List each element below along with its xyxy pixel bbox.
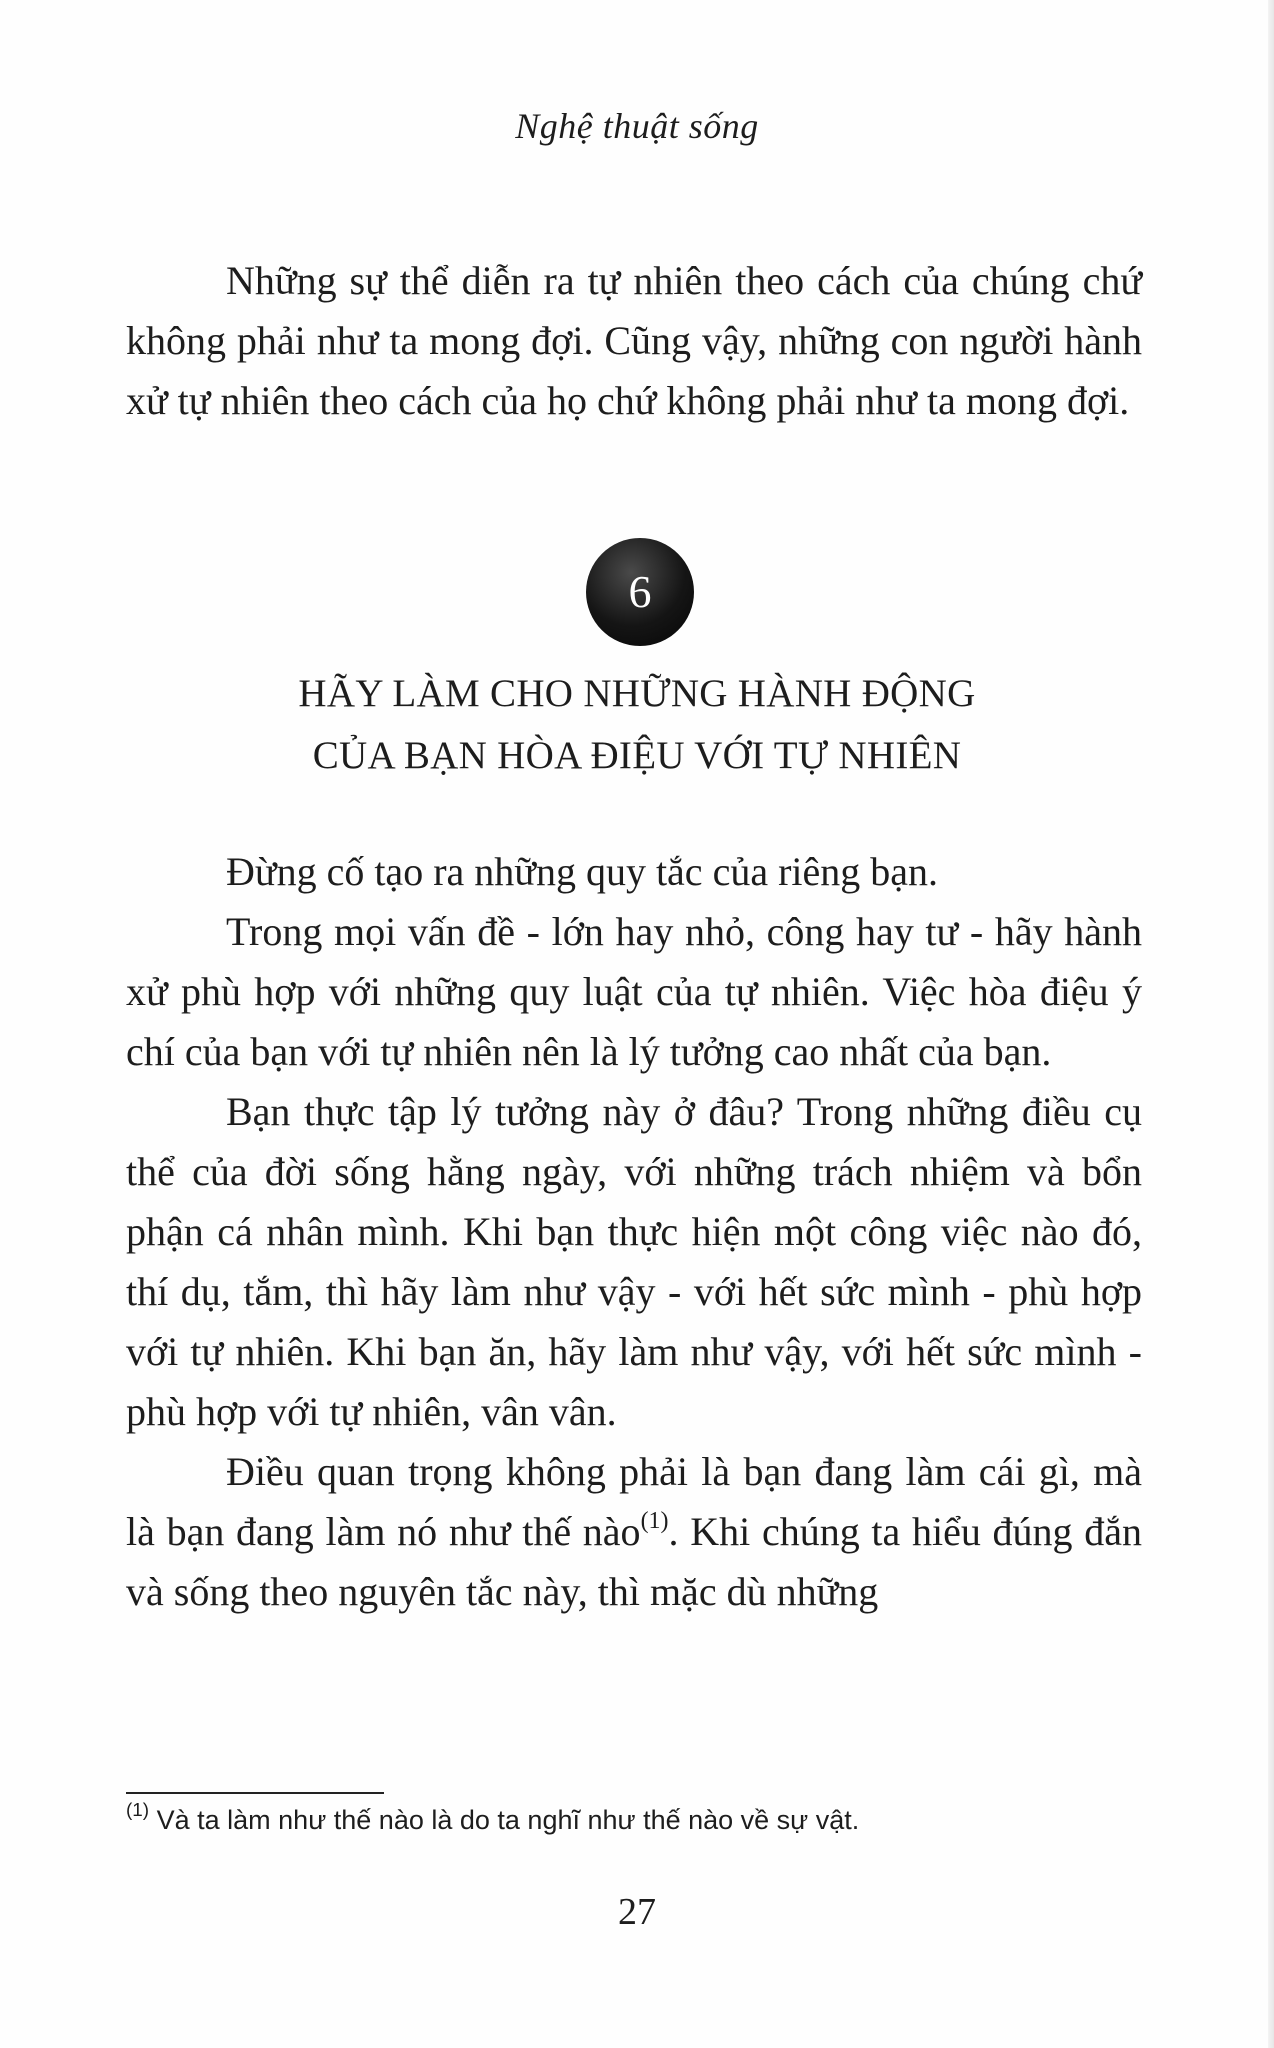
section-heading-line-2: CỦA BẠN HÒA ĐIỆU VỚI TỰ NHIÊN (312, 734, 962, 777)
footnote-reference[interactable]: (1) (640, 1508, 669, 1535)
section-heading-line-1: HÃY LÀM CHO NHỮNG HÀNH ĐỘNG (298, 672, 976, 715)
body-paragraph: Đừng cố tạo ra những quy tắc của riêng bạn. (226, 849, 939, 894)
intro-block (126, 251, 1142, 431)
body-text: Điều quan trọng không phải là bạn đang làm cái gì, mà là bạn đang làm nó như thế nào (126, 1449, 1142, 1554)
intro-paragraph: Những sự thể diễn ra tự nhiên theo cách của chúng chứ không phải như ta mong đợi. Cũng vậy, những con người hành xử tự nhiên theo cách của họ chứ không phải như ta mong đợi. (126, 258, 1142, 423)
page-edge-shadow (1268, 0, 1274, 2048)
section-number-badge: 6 (586, 538, 694, 646)
running-header: Nghệ thuật sống (515, 106, 759, 146)
footnote-text: Và ta làm như thế nào là do ta nghĩ như thế nào về sự vật. (156, 1805, 860, 1835)
footnote (126, 1799, 1142, 1838)
body-paragraph-last (126, 1442, 1142, 1622)
body-paragraph: Bạn thực tập lý tưởng này ở đâu? Trong những điều cụ thể của đời sống hằng ngày, với những trách nhiệm và bổn phận cá nhân mình. Khi bạn thực hiện một công việc nào đó, thí dụ, tắm, thì hãy làm như vậy - với hết sức mình - phù hợp với tự nhiên. Khi bạn ăn, hãy làm như vậy, với hết sức mình - phù hợp với tự nhiên, vân vân. (126, 1089, 1142, 1434)
body-text: . Khi chúng ta hiểu đúng đắn và sống theo nguyên tắc này, thì mặc dù những (126, 1509, 1142, 1614)
page-number: 27 (618, 1891, 656, 1933)
section-heading (0, 663, 1274, 787)
body-paragraph: Trong mọi vấn đề - lớn hay nhỏ, công hay tư - hãy hành xử phù hợp với những quy luật của tự nhiên. Việc hòa điệu ý chí của bạn với tự nhiên nên là lý tưởng cao nhất của bạn. (126, 909, 1142, 1074)
footnote-marker: (1) (126, 1799, 150, 1821)
section-body (126, 842, 1142, 1622)
footnote-divider (126, 1792, 384, 1794)
